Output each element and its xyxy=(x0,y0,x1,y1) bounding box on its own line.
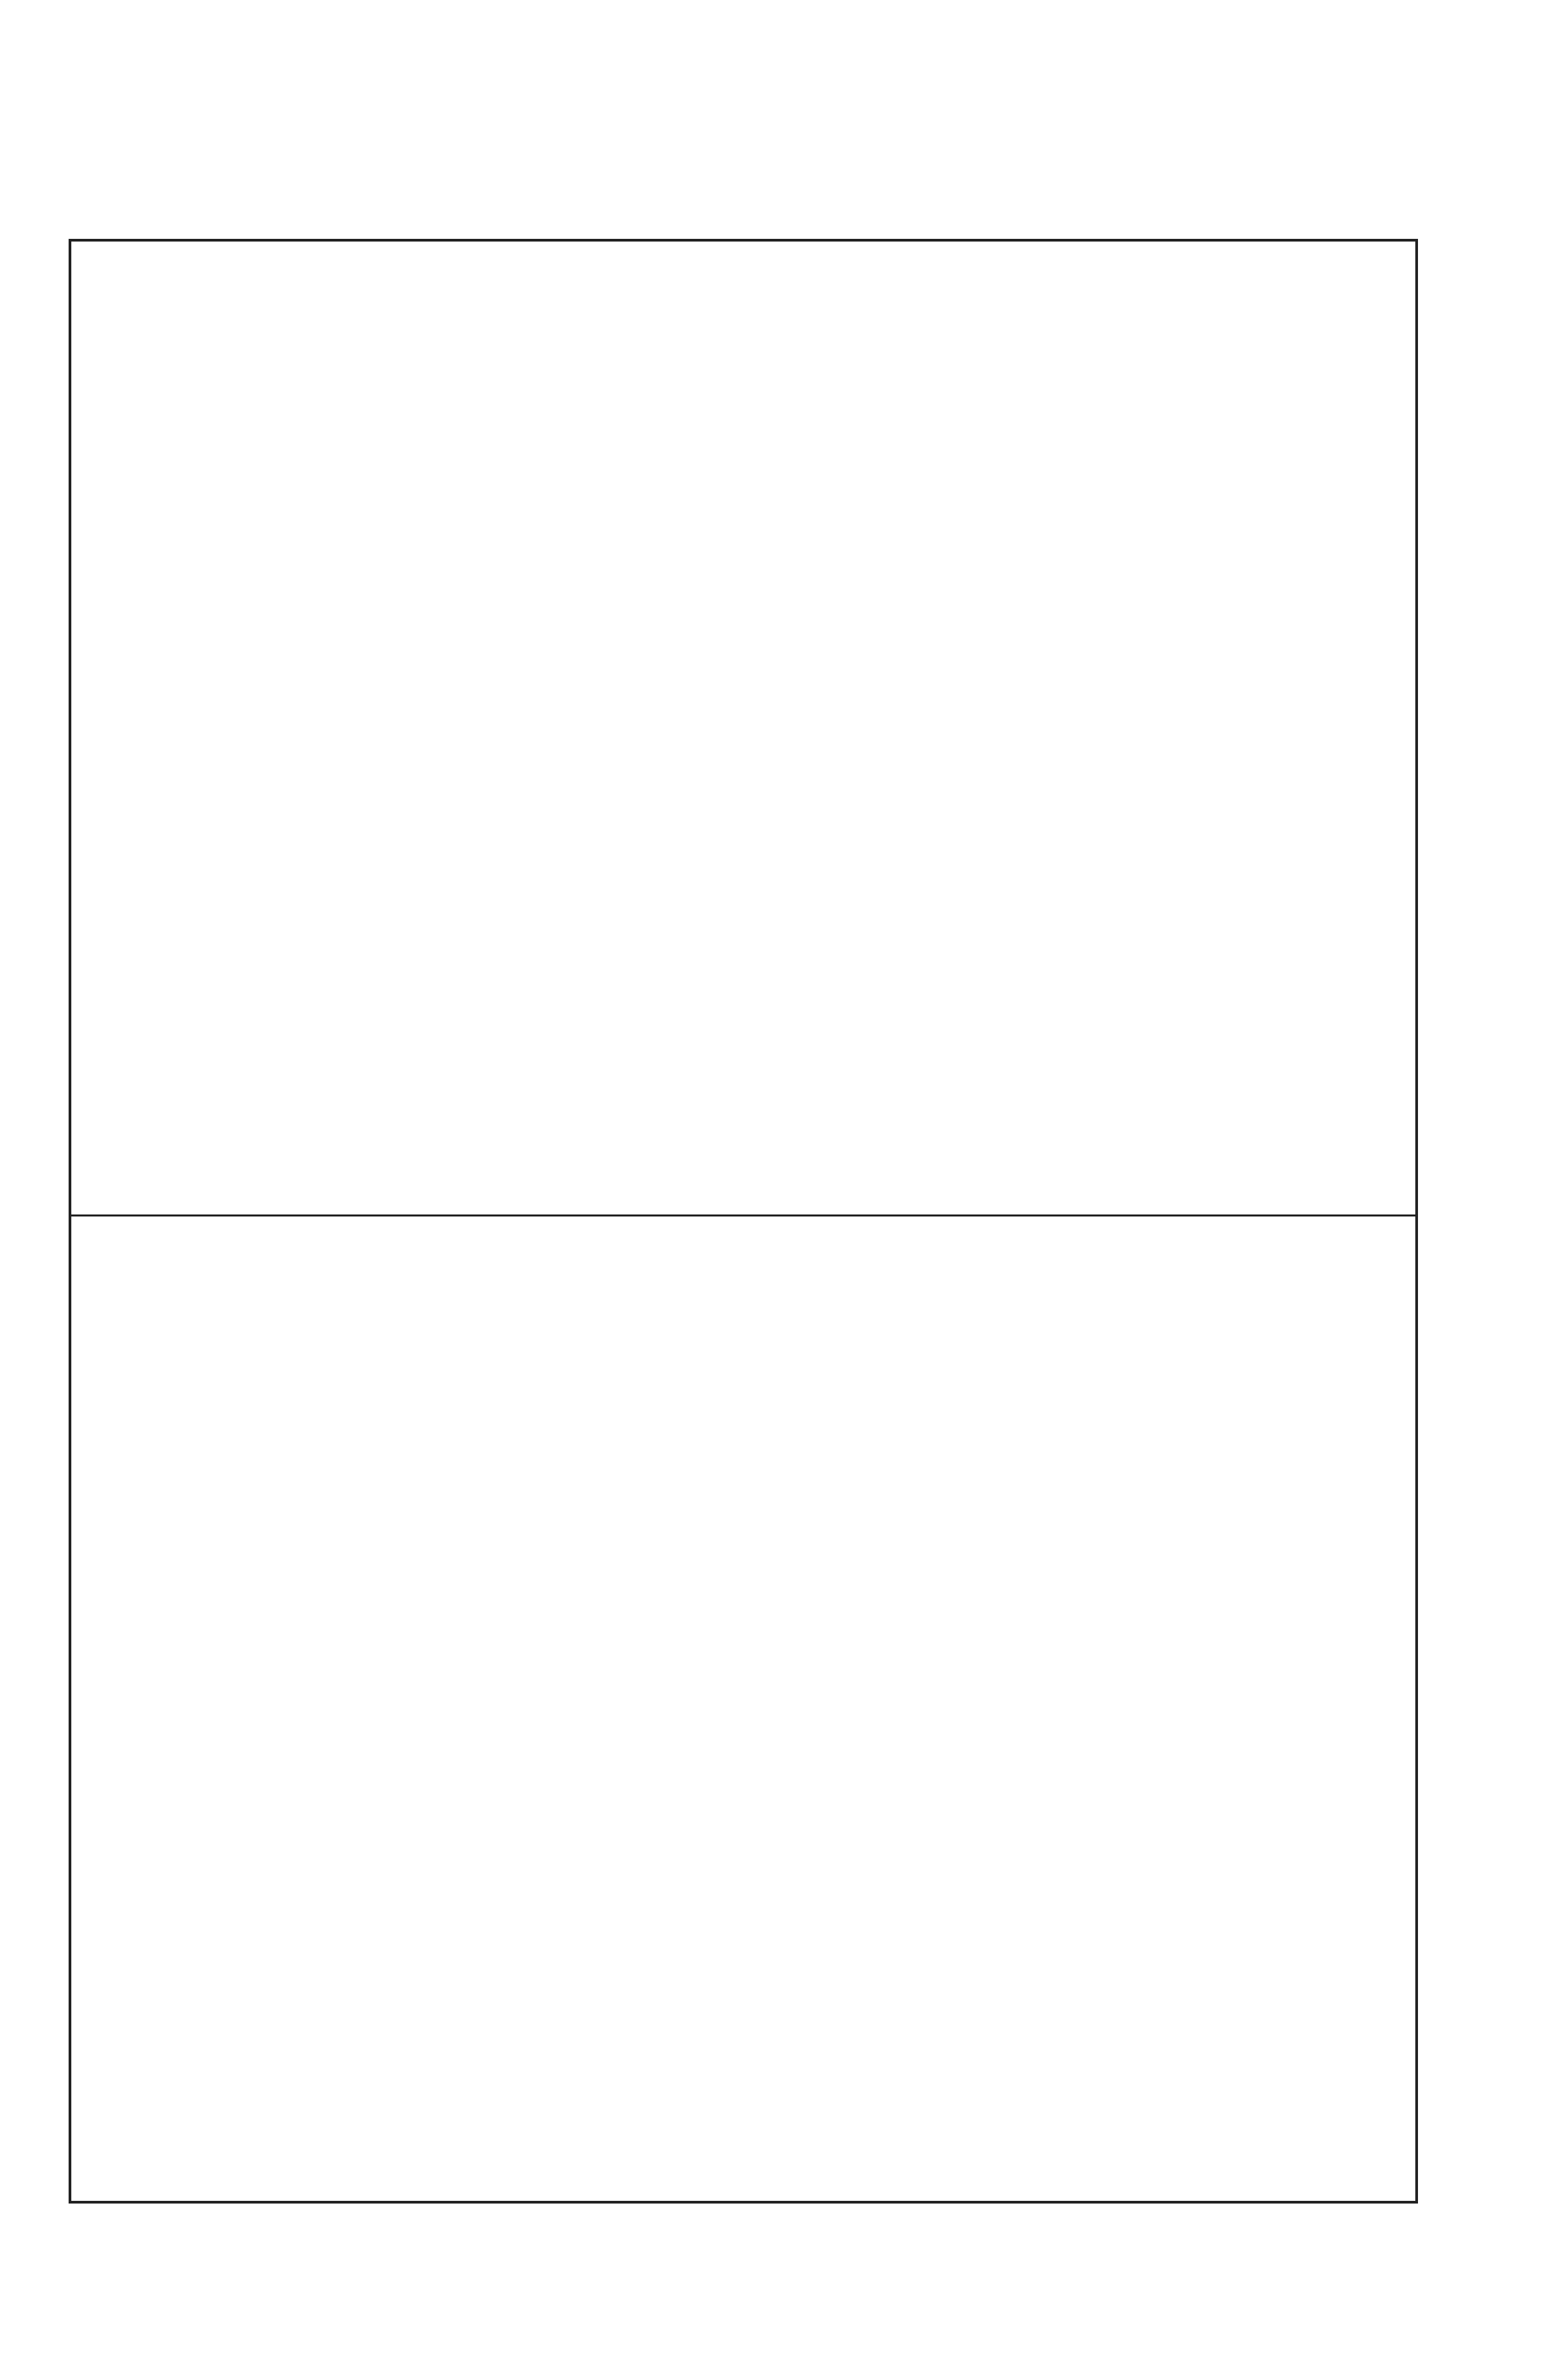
catalog-lower-half xyxy=(71,1214,1415,2203)
catalog-table xyxy=(69,239,1418,2204)
catalog-upper-half xyxy=(71,242,1415,1214)
